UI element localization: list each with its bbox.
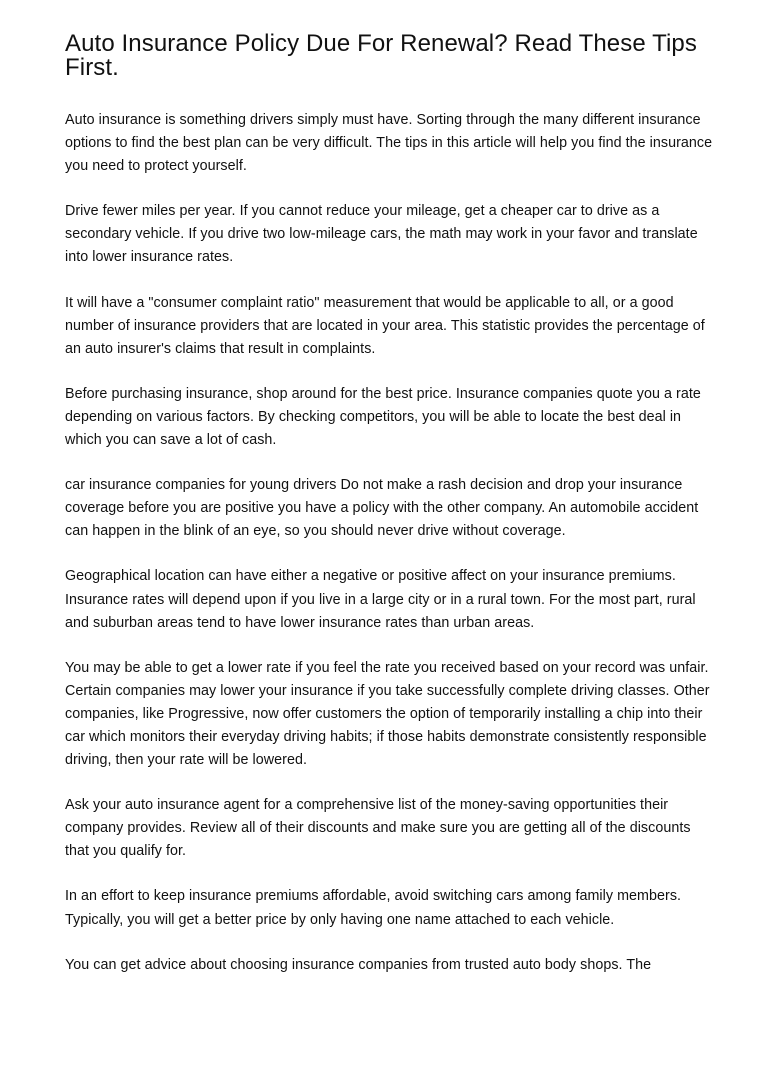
paragraph: Drive fewer miles per year. If you cannot reduce your mileage, get a cheaper car to drive as a secondary vehicle. If you drive two low-mileage cars, the math may work in your favor and translate into lower insurance rates.	[65, 203, 698, 266]
document-body	[65, 109, 715, 977]
paragraph: You can get advice about choosing insurance companies from trusted auto body shops. The	[65, 956, 652, 973]
paragraph: Ask your auto insurance agent for a comprehensive list of the money-saving opportunities their company provides. Review all of their discounts and make sure you are getting all of the discounts that you qualify for.	[65, 797, 691, 860]
paragraph: Auto insurance is something drivers simply must have. Sorting through the many different insurance options to find the best plan can be very difficult. The tips in this article will help you find the insurance you need to protect yourself.	[65, 112, 713, 175]
paragraph: It will have a "consumer complaint ratio" measurement that would be applicable to all, or a good number of insurance providers that are located in your area. This statistic provides the percentage of an auto insurer's claims that result in complaints.	[65, 294, 705, 357]
document-title: Auto Insurance Policy Due For Renewal? Read These Tips First.	[65, 30, 697, 81]
paragraph: car insurance companies for young drivers Do not make a rash decision and drop your insurance coverage before you are positive you have a policy with the other company. An automobile accident can happen in the blink of an eye, so you should never drive without coverage.	[65, 477, 699, 540]
paragraph: You may be able to get a lower rate if you feel the rate you received based on your record was unfair. Certain companies may lower your insurance if you take successfully complete driving classes. Other companies, like Progressive, now offer customers the option of temporarily installing a chip into their car which monitors their everyday driving habits; if those habits demonstrate consistently responsible driving, then your rate will be lowered.	[65, 659, 710, 769]
paragraph: In an effort to keep insurance premiums affordable, avoid switching cars among family members. Typically, you will get a better price by only having one name attached to each vehicle.	[65, 888, 682, 928]
document-page	[65, 32, 715, 999]
paragraph: Before purchasing insurance, shop around for the best price. Insurance companies quote you a rate depending on various factors. By checking competitors, you will be able to locate the best deal in which you can save a lot of cash.	[65, 385, 701, 449]
paragraph: Geographical location can have either a negative or positive affect on your insurance premiums. Insurance rates will depend upon if you live in a large city or in a rural town. For the most part, rural and suburban areas tend to have lower insurance rates than urban areas.	[65, 568, 696, 631]
